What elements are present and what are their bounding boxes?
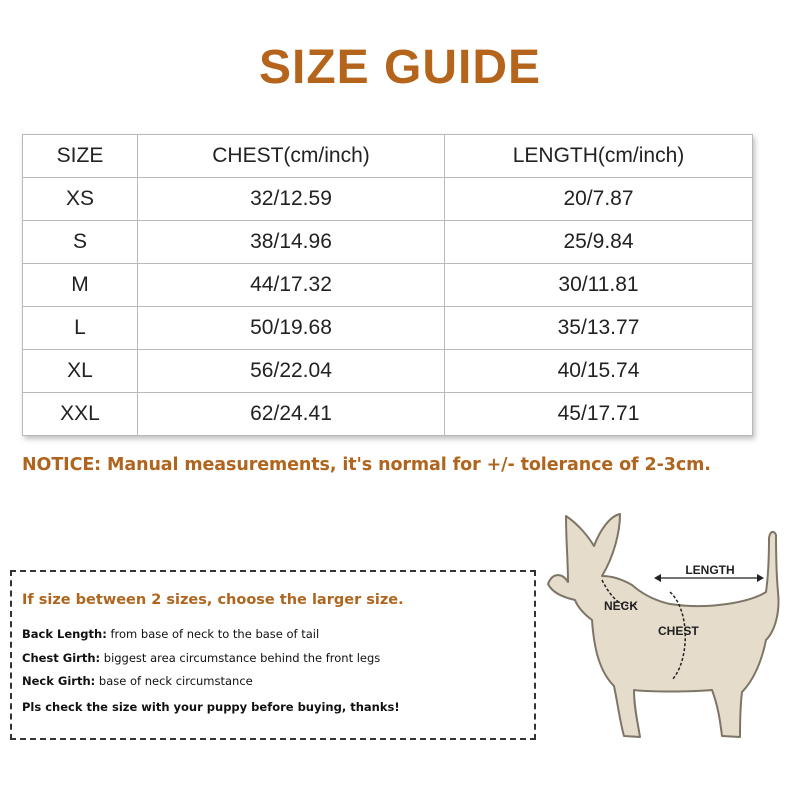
chest-cell: 32/12.59 — [138, 178, 445, 221]
size-cell: M — [23, 264, 138, 307]
table-row — [23, 307, 753, 350]
size-cell: XL — [23, 350, 138, 393]
table-row — [23, 350, 753, 393]
table-row — [23, 221, 753, 264]
size-cell: S — [23, 221, 138, 264]
table-row — [23, 393, 753, 436]
header-chest: CHEST(cm/inch) — [138, 135, 445, 178]
chest-girth-note — [22, 651, 380, 665]
length-cell: 20/7.87 — [445, 178, 753, 221]
chest-label: CHEST — [658, 624, 699, 638]
neck-label: NECK — [604, 599, 639, 613]
header-size: SIZE — [23, 135, 138, 178]
neck-girth-text: base of neck circumstance — [95, 674, 253, 688]
dog-measurement-diagram — [540, 500, 800, 750]
size-table — [22, 134, 753, 436]
length-cell: 25/9.84 — [445, 221, 753, 264]
length-cell: 30/11.81 — [445, 264, 753, 307]
chest-girth-text: biggest area circumstance behind the front legs — [100, 651, 381, 665]
back-length-text: from base of neck to the base of tail — [106, 627, 320, 641]
length-arrow-left-head — [654, 574, 661, 582]
measuring-tips-box — [10, 570, 536, 740]
header-length: LENGTH(cm/inch) — [445, 135, 753, 178]
table-header-row — [23, 135, 753, 178]
chest-cell: 62/24.41 — [138, 393, 445, 436]
chest-cell: 38/14.96 — [138, 221, 445, 264]
neck-girth-note — [22, 674, 253, 688]
neck-girth-label: Neck Girth: — [22, 674, 96, 688]
size-cell: L — [23, 307, 138, 350]
length-cell: 35/13.77 — [445, 307, 753, 350]
tolerance-notice: NOTICE: Manual measurements, it's normal for +/- tolerance of 2-3cm. — [22, 455, 711, 475]
length-cell: 45/17.71 — [445, 393, 753, 436]
chest-girth-label: Chest Girth: — [22, 651, 101, 665]
back-length-label: Back Length: — [22, 627, 107, 641]
table-row — [23, 264, 753, 307]
chest-cell: 56/22.04 — [138, 350, 445, 393]
chest-cell: 44/17.32 — [138, 264, 445, 307]
chest-cell: 50/19.68 — [138, 307, 445, 350]
size-cell: XS — [23, 178, 138, 221]
size-advice-headline: If size between 2 sizes, choose the larger size. — [22, 592, 404, 608]
length-arrow-right-head — [757, 574, 764, 582]
closing-note: Pls check the size with your puppy before buying, thanks! — [22, 700, 400, 714]
table-row — [23, 178, 753, 221]
size-cell: XXL — [23, 393, 138, 436]
length-cell: 40/15.74 — [445, 350, 753, 393]
page-title: SIZE GUIDE — [258, 41, 542, 94]
back-length-note — [22, 627, 319, 641]
length-label: LENGTH — [685, 563, 735, 577]
